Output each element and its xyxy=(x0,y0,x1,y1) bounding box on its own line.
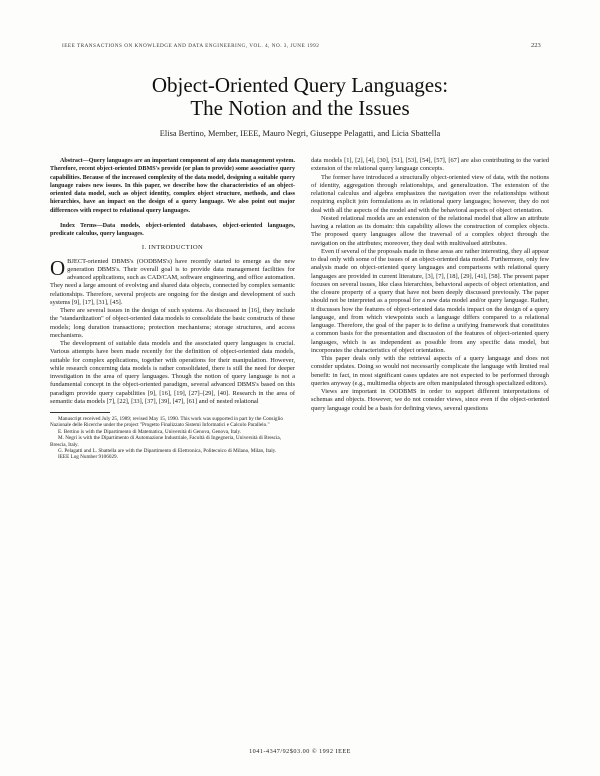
right-paragraph-2: The former have introduced a structurally object-oriented view of data, with the notions of identity, aggregation through relationships, and generalization. The extension of the relational calculus and algebra emphasizes the navigation over the relationships without requiring explicit join formulations as in relational query languages; however, they do not deal with all the aspects of the model and with the behavioral aspects of object orientation. xyxy=(311,173,549,214)
section-heading-introduction: I. INTRODUCTION xyxy=(141,244,204,252)
intro-paragraph-3: The development of suitable data models and the associated query languages is crucial. Various attempts have been made recently for the definition of object-oriented data models, suitable for complex applications, together with operations for their manipulation. However, while research concerning data models is rather consolidated, there is still the need for deeper investigation in the area of query languages. Though the notion of query language is not a fundamental concept in the object-oriented paradigm, several advanced DBMS's based on this paradigm provide query capabilities [9], [16], [19], [27]–[29], [40]. Research in the area of semantic data models [7], [22], [33], [37], [39], [47], [61] and of nested relational xyxy=(50,340,295,405)
paper-title-line-2: The Notion and the Issues xyxy=(190,96,410,120)
page-number: 223 xyxy=(531,42,541,49)
footnote-divider xyxy=(50,412,110,413)
right-paragraph-1: data models [1], [2], [4], [30], [51], [53], [54], [57], [67] are also contributing to the varied extension of the relational query language concepts. xyxy=(311,157,549,173)
copyright-footer: 1041-4347/92$03.00 © 1992 IEEE xyxy=(249,748,351,755)
intro-paragraph-2: There are several issues in the design of such systems. As discussed in [16], they include the "standardization" of object-oriented data models to consolidate the basic constructs of these models; long duration transactions; protection mechanisms; storage structures, and access mechanisms. xyxy=(50,307,295,339)
footnote-manuscript: Manuscript received July 25, 1989; revised May 15, 1990. This work was supported in part by the Consiglio Nazionale delle Ricerche under the project "Progetto Finalizzato Sistemi Informatici e Calcolo Parallelo." xyxy=(50,416,283,429)
paper-title-line-1: Object-Oriented Query Languages: xyxy=(151,73,449,97)
running-head: IEEE TRANSACTIONS ON KNOWLEDGE AND DATA ENGINEERING, VOL. 4, NO. 3, JUNE 1992 xyxy=(62,43,320,49)
right-paragraph-5: This paper deals only with the retrieval aspects of a query language and does not consider updates. Doing so would not necessarily complicate the language with limited real benefit: in fact, in most significant cases updates are not expected to be performed through queries anyway (e.g., multimedia objects are often manipulated through specialized editors). xyxy=(311,355,549,387)
footnote-author-bertino: E. Bertino is with the Dipartimento di Matematica, Università di Genova, Genova, Italy. xyxy=(58,428,242,435)
author-list: Elisa Bertino, Member, IEEE, Mauro Negri, Giuseppe Pelagatti, and Licia Sbattella xyxy=(159,129,441,138)
index-terms: Index Terms—Data models, object-oriented databases, object-oriented languages, predicate calculus, query languages. xyxy=(50,222,295,237)
footnote-log-number: IEEE Log Number 9106029. xyxy=(58,454,118,461)
drop-cap: O xyxy=(50,255,66,280)
intro-paragraph-1 xyxy=(50,255,295,308)
right-paragraph-3: Nested relational models are an extension of the relational model that allow an attribute having a relation as its domain: this capability allows the construction of complex objects. The proposed query languages allow the traversal of a complex object through the navigation on the attributes; moreover, they deal with multivalued attributes. xyxy=(311,214,549,247)
left-column xyxy=(50,157,295,461)
right-paragraph-6: Views are important in OODBMS in order to support different interpretations of schemas and objects. However, we do not consider views, since even if the object-oriented query language could be a basis for defining views, several questions xyxy=(311,388,549,412)
footnote-author-negri: M. Negri is with the Dipartimento di Automazione Industriale, Facoltà di Ingegneria, Università di Brescia, Brescia, Italy. xyxy=(50,435,282,448)
footnote-author-pelagatti-sbattella: G. Pelagatti and L. Sbattella are with the Dipartimento di Elettronica, Politecnico di Milano, Milan, Italy. xyxy=(58,448,277,455)
abstract: Abstract—Query languages are an important component of any data management system. Therefore, recent object-oriented DBMS's provide (or plan to provide) some associative query capabilities. Because of the increased complexity of the data model, designing a suitable query language raises new issues. In this paper, we describe how the characteristics of an object-oriented data model, such as object identity, complex object structure, methods, and class hierarchies, have an impact on the design of a query language. We also point out major differences with respect to relational query languages. xyxy=(50,158,295,214)
right-paragraph-4: Even if several of the proposals made in these areas are rather interesting, they all appear to deal only with some of the issues of an object-oriented data model. Furthermore, only few analysis made on object-oriented query languages and comparisons with relational query languages are provided in current literature, [3], [7], [18], [29], [41], [58]. The present paper focuses on several issues, like class hierarchies, behavioral aspects of object orientation, and the closure property of a query that have not been deeply discussed previously. The paper should not be interpreted as a proposal for a new data model and/or query language. Rather, it discusses how the features of object-oriented data models impact on the design of a query language, and from which viewpoints such a language differs compared to a relational language. Therefore, the goal of the paper is to define a unifying framework that constitutes a common basis for the presentation and discussion of the features of object-oriented query languages, which is as independent as possible from any specific data model, but incorporates the characteristics of object orientation. xyxy=(311,247,549,354)
intro-paragraph-1-text: BJECT-oriented DBMS's (OODBMS's) have recently started to emerge as the new generation DBMS's. Their overall goal is to provide data management facilities for advanced applications, such as CAD/CAM, software engineering, and office automation. They need a large amount of evolving and shared data objects, connected by complex semantic relationships. Therefore, several projects are ongoing for the design and development of such systems [9], [17], [31], [45]. xyxy=(50,257,295,306)
right-column xyxy=(311,157,549,413)
footnotes xyxy=(50,416,295,461)
